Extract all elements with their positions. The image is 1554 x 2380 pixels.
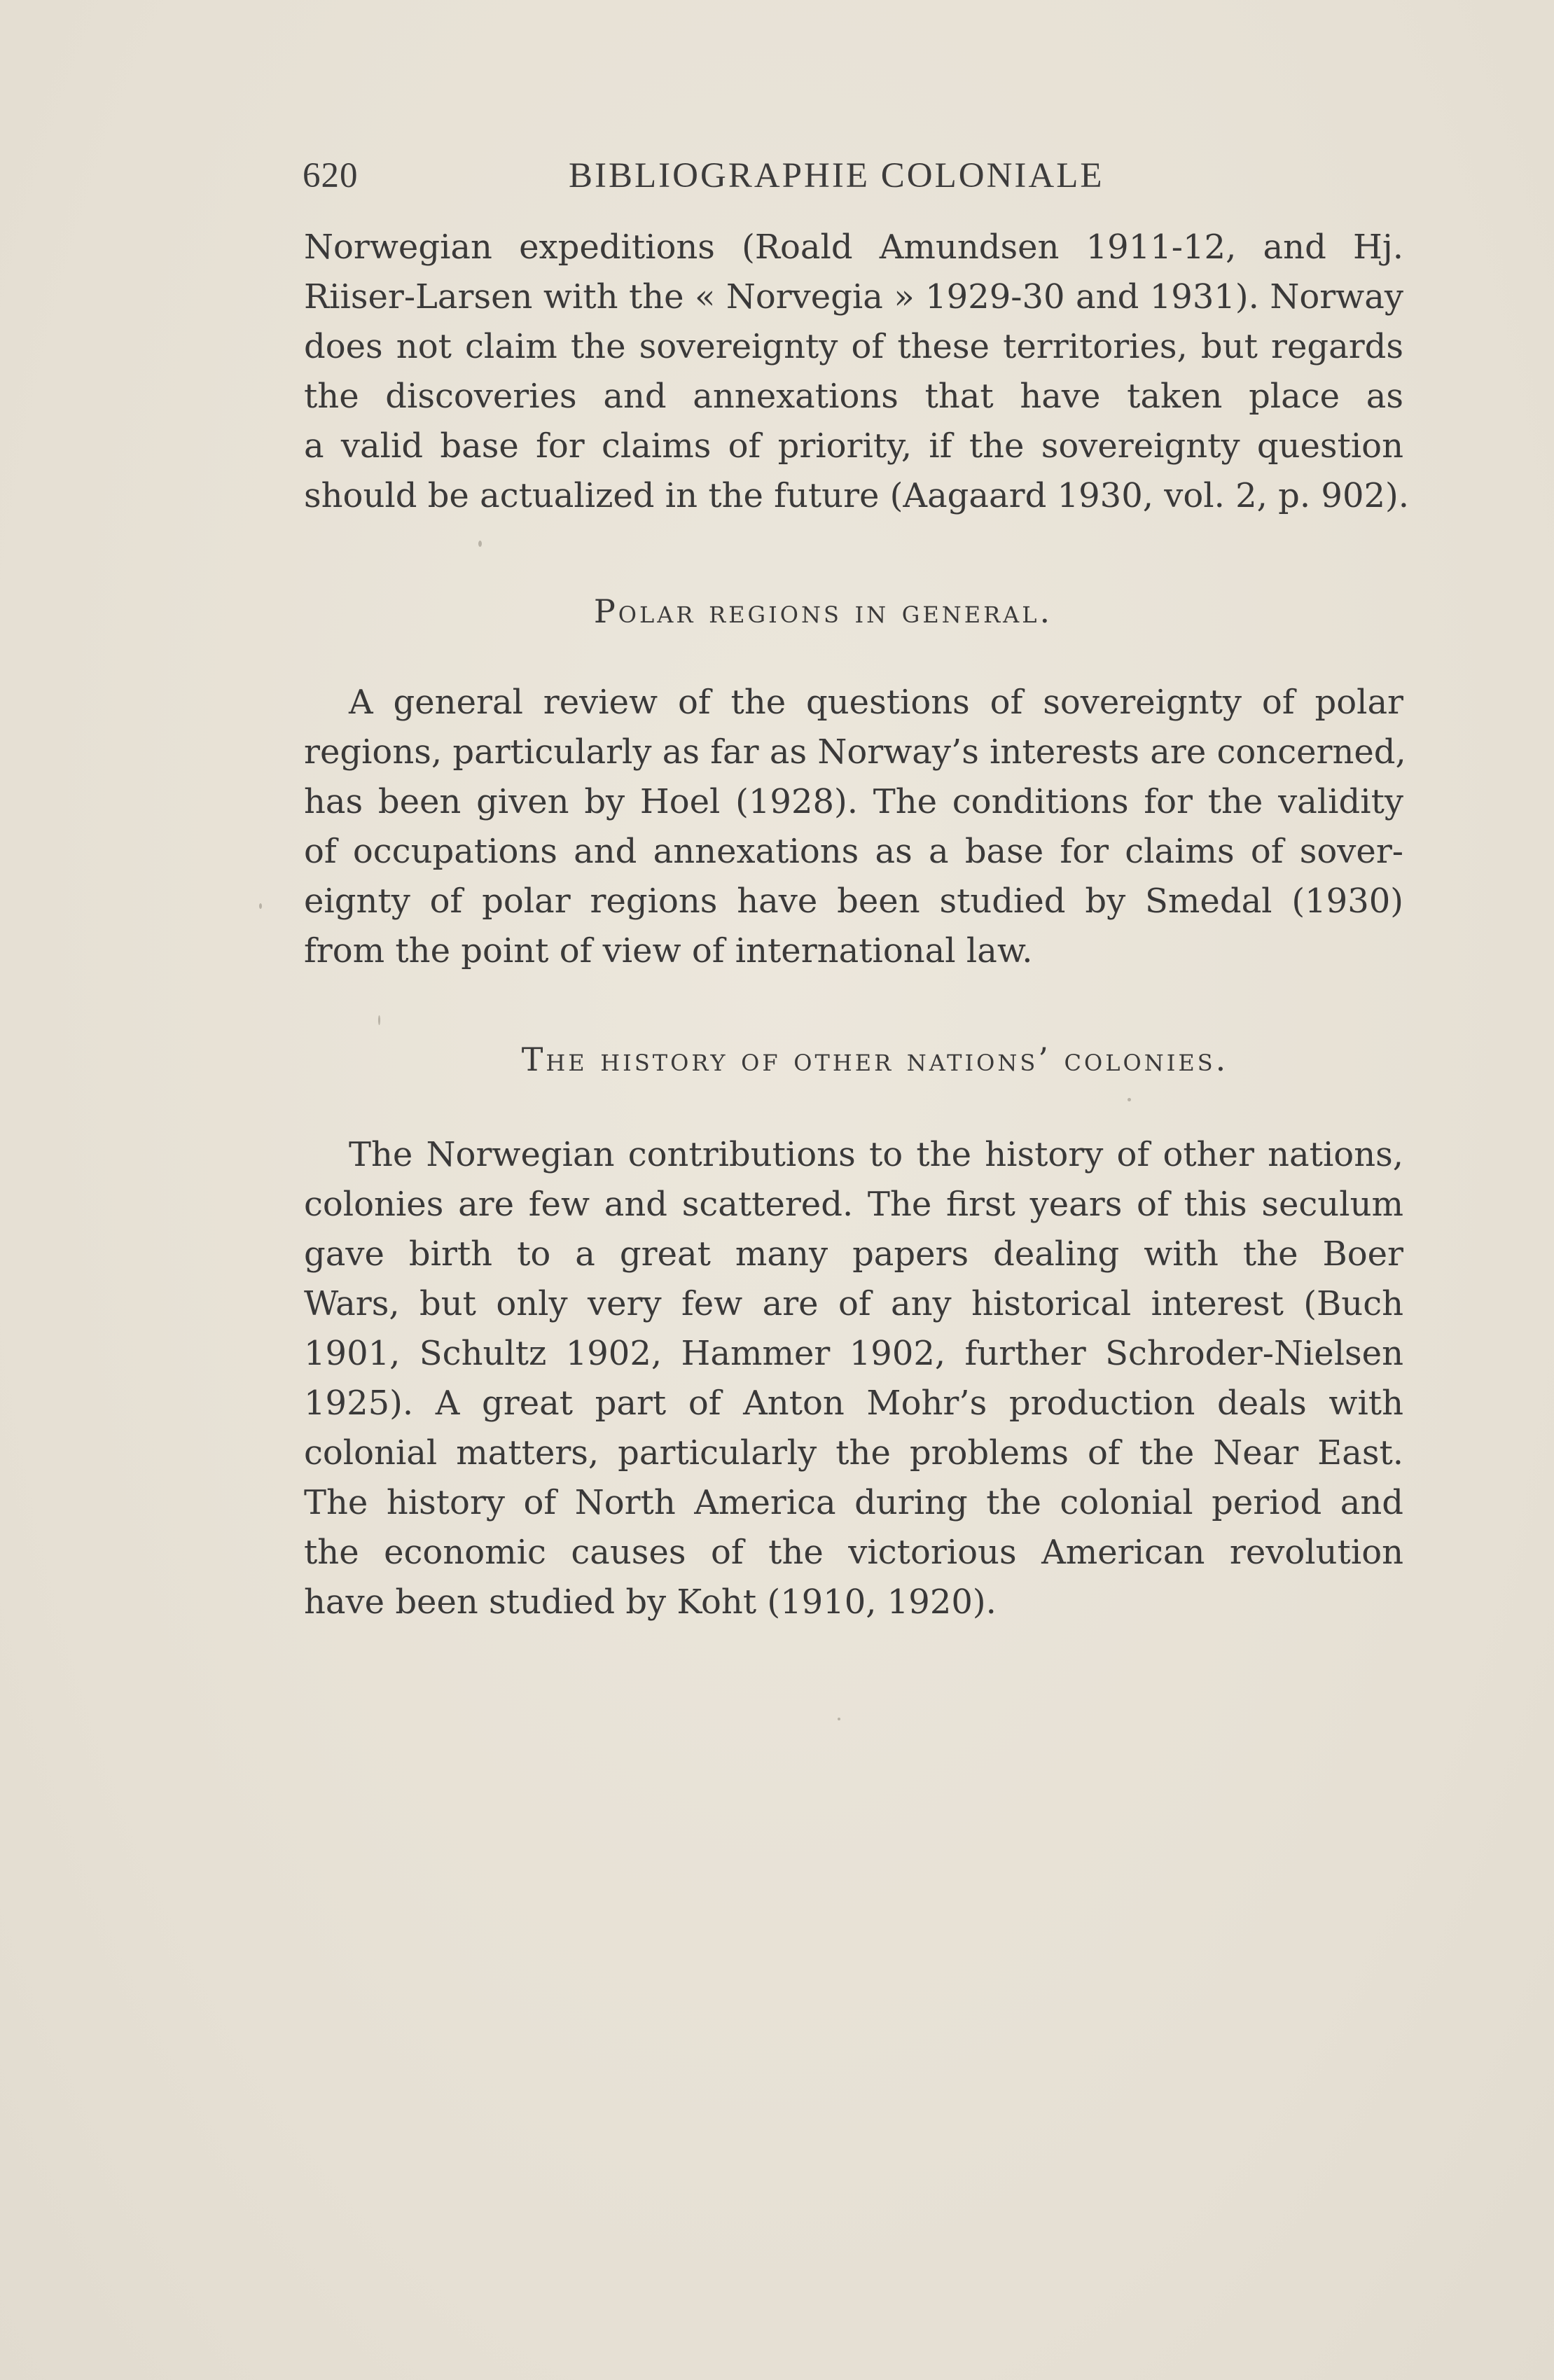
- text-line: does not claim the sovereignty of these territories, but regards: [304, 327, 1403, 366]
- text-line: colonies are few and scattered. The first years of this seculum: [304, 1185, 1403, 1224]
- section-body-other-nations: [304, 1130, 1403, 1627]
- text-line: regions, particularly as far as Norway’s interests are concerned,: [304, 732, 1406, 772]
- text-line: should be actualized in the future (Aagaard 1930, vol. 2, p. 902).: [304, 476, 1410, 515]
- paper-speck: [259, 903, 262, 909]
- text-line: 1901, Schultz 1902, Hammer 1902, further Schroder-Nielsen: [304, 1334, 1403, 1373]
- paper-speck: [478, 541, 482, 547]
- text-line: eignty of polar regions have been studied by Smedal (1930): [304, 882, 1403, 921]
- text-line: The Norwegian contributions to the history of other nations,: [349, 1135, 1403, 1174]
- text-line: Riiser-Larsen with the « Norvegia » 1929-30 and 1931). Norway: [304, 277, 1403, 316]
- section-heading-polar-regions: Polar regions in general.: [593, 592, 1053, 630]
- text-line: of occupations and annexations as a base for claims of sover-: [304, 832, 1403, 871]
- text-line: has been given by Hoel (1928). The conditions for the validity: [304, 782, 1403, 821]
- text-line: from the point of view of international law.: [304, 931, 1033, 970]
- text-line: Norwegian expeditions (Roald Amundsen 1911-12, and Hj.: [304, 228, 1403, 267]
- section-body-polar-regions: [304, 678, 1406, 976]
- text-line: a valid base for claims of priority, if the sovereignty question: [304, 426, 1403, 466]
- text-line: the economic causes of the victorious American revolution: [304, 1533, 1403, 1572]
- text-line: gave birth to a great many papers dealing with the Boer: [304, 1234, 1403, 1274]
- text-line: Wars, but only very few are of any historical interest (Buch: [304, 1284, 1403, 1323]
- running-title: BIBLIOGRAPHIE COLONIALE: [569, 156, 1104, 195]
- paper-speck: [838, 1718, 840, 1720]
- paper-speck: [378, 1015, 380, 1025]
- section-heading-other-nations: The history of other nations’ colonies.: [521, 1041, 1229, 1078]
- text-line: the discoveries and annexations that have taken place as: [304, 377, 1403, 416]
- text-line: A general review of the questions of sovereignty of polar: [349, 683, 1403, 722]
- text-line: The history of North America during the colonial period and: [304, 1483, 1403, 1522]
- running-head: [303, 155, 1143, 197]
- page-number: 620: [303, 156, 359, 195]
- paper-speck: [1128, 1098, 1131, 1101]
- continuation-paragraph: [304, 223, 1410, 521]
- text-line: 1925). A great part of Anton Mohr’s production deals with: [304, 1384, 1403, 1423]
- text-line: colonial matters, particularly the problems of the Near East.: [304, 1433, 1403, 1473]
- text-line: have been studied by Koht (1910, 1920).: [304, 1582, 997, 1622]
